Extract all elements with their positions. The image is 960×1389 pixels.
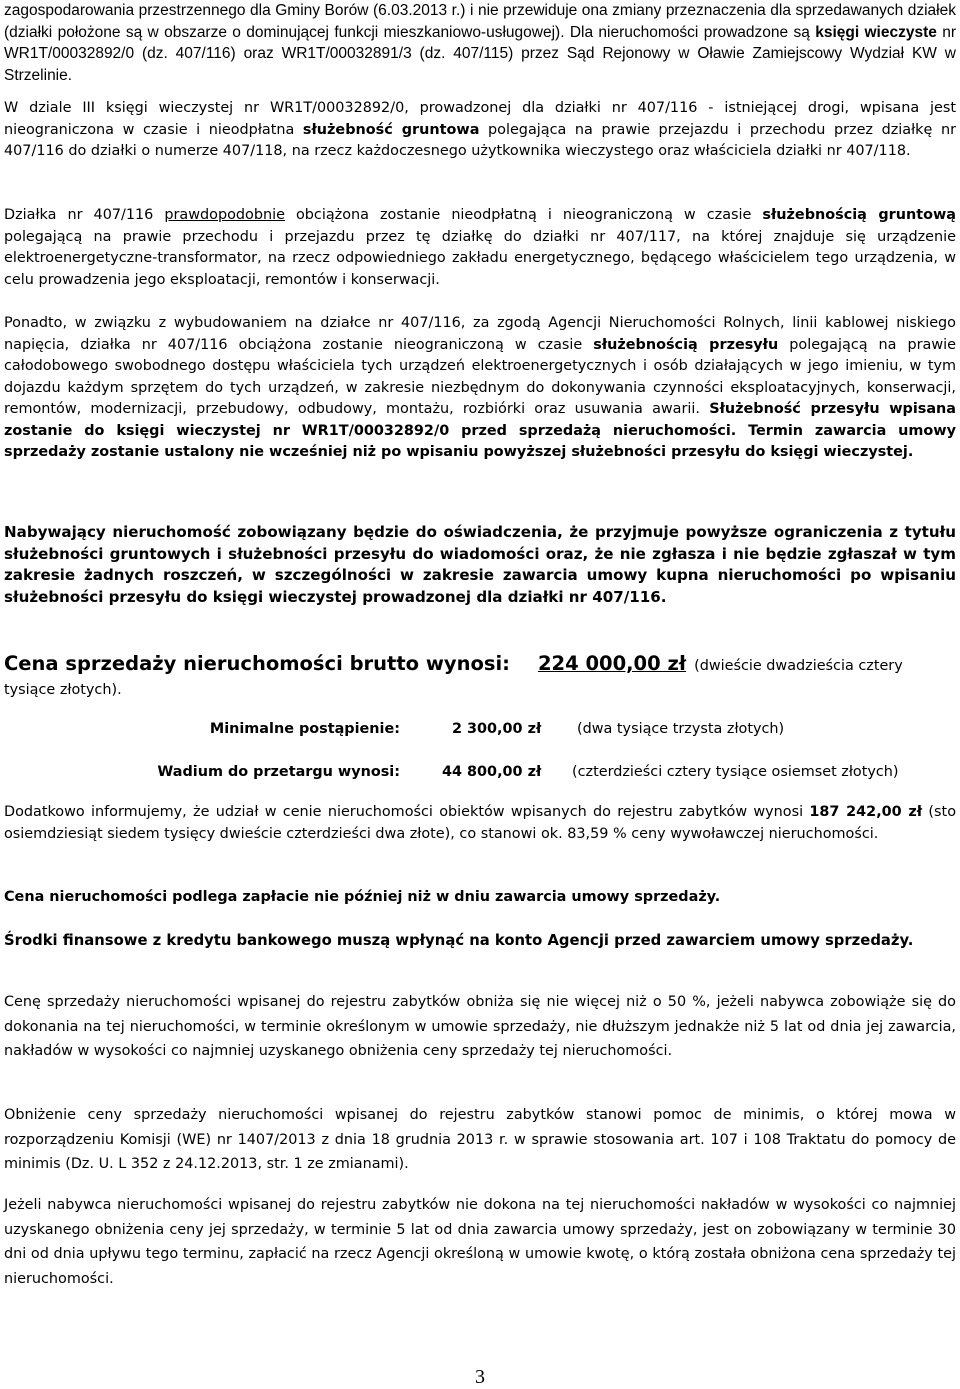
easement-term: służebność gruntowa [302,121,480,138]
paragraph-monument-share: Dodatkowo informujemy, że udział w cenie nieruchomości obiektów wpisanych do rejestru zabytków wynosi 187 242,00 zł (sto osiemdziesiąt siedem tysięcy dwieście czterdzieści dwa złote), co stanowi ok. 83,59 % ceny wywoławczej nieruchomości. [4,804,956,842]
paragraph-existing-easement: W dziale III księgi wieczystej nr WR1T/00032892/0, prowadzonej dla działki nr 407/116 - istniejącej drogi, wpisana jest nieograniczona w czasie i nieodpłatna służebność gruntowa polegająca na prawie przejazdu i przechodu przez działkę nr 407/116 do działki o numerze 407/118, na rzecz każdoczesnego użytkownika wieczystego oraz właściciela działki nr 407/118. [4,100,956,159]
probably-term: prawdopodobnie [164,207,285,223]
min-bid-amount: 2 300,00 zł [452,721,542,737]
price-amount: 224 000,00 zł [537,652,687,675]
transmission-easement-note: Służebność przesyłu wpisana zostanie do księgi wieczystej nr WR1T/00032892/0 przed sprzedażą nieruchomości. Termin zawarcia umowy sprzedaży zostanie ustalony nie wcześniej niż po wpisaniu powyższej służebności przesyłu do księgi wieczystej. [4,401,956,460]
page-number: 3 [475,1366,485,1388]
land-easement-term: służebnością gruntową [762,207,956,223]
paragraph-buyer-declaration: Nabywający nieruchomość zobowiązany będzie do oświadczenia, że przyjmuje powyższe ograniczenia z tytułu służebności gruntowych i służebności przesyłu do wiadomości oraz, że nie zgłasza i nie będzie zgłaszał w tym zakresie żadnych roszczeń, w szczególności w zakresie zawarcia umowy kupna nieruchomości po wpisaniu służebności przesyłu do księgi wieczystej prowadzonej dla działki nr 407/116. [4,523,956,606]
paragraph-price-reduction: Cenę sprzedaży nieruchomości wpisanej do rejestru zabytków obniża się nie więcej niż o 50 %, jeżeli nabywca zobowiąże się do dokonania na tej nieruchomości, w terminie określonym w umowie sprzedaży, nie dłuższym jednakże niż 5 lat od dnia jej zawarcia, nakładów w wysokości co najmniej uzyskanego obniżenia ceny sprzedaży tej nieruchomości. [4,994,956,1059]
paragraph-repayment: Jeżeli nabywca nieruchomości wpisanej do rejestru zabytków nie dokona na tej nieruchomości nakładów w wysokości co najmniej uzyskanego obniżenia ceny jej sprzedaży, w terminie 5 lat od dnia zawarcia umowy sprzedaży, jest on zobowiązany w terminie 30 dni od dnia upływu tego terminu, zapłacić na rzecz Agencji określoną w umowie kwotę, o którą została obniżona cena sprzedaży tej nieruchomości. [4,1197,956,1287]
land-register-term: księgi wieczyste [815,23,937,41]
min-bid-words: (dwa tysiące trzysta złotych) [577,721,785,737]
price-block [4,652,956,702]
paragraph-payment-deadline: Cena nieruchomości podlega zapłacie nie później niż w dniu zawarcia umowy sprzedaży. [4,889,721,905]
deposit-label: Wadium do przetargu wynosi: [157,764,400,780]
price-label: Cena sprzedaży nieruchomości brutto wynosi: [4,652,510,675]
paragraph-bank-credit: Środki finansowe z kredytu bankowego muszą wpłynąć na konto Agencji przed zawarciem umowy sprzedaży. [4,932,914,949]
paragraph-de-minimis: Obniżenie ceny sprzedaży nieruchomości wpisanej do rejestru zabytków stanowi pomoc de minimis, o której mowa w rozporządzeniu Komisji (WE) nr 1407/2013 z dnia 18 grudnia 2013 r. w sprawie stosowania art. 107 i 108 Traktatu do pomocy de minimis (Dz. U. L 352 z 24.12.2013, str. 1 ze zmianami). [4,1107,956,1172]
paragraph-transmission-easement: Ponadto, w związku z wybudowaniem na działce nr 407/116, za zgodą Agencji Nieruchomości Rolnych, linii kablowej niskiego napięcia, działka nr 407/116 obciążona zostanie nieograniczoną w czasie służebnością przesyłu polegającą na prawie całodobowego swobodnego dostępu właściciela tych urządzeń elektroenergetycznych i osób działających w jego imieniu, w tym dojazdu każdym sprzętem do tych urządzeń, w zakresie niezbędnym do dokonywania czynności eksploatacyjnych, konserwacji, remontów, modernizacji, przebudowy, odbudowy, montażu, rozbiórki oraz usuwania awarii. Służebność przesyłu wpisana zostanie do księgi wieczystej nr WR1T/00032892/0 przed sprzedażą nieruchomości. Termin zawarcia umowy sprzedaży zostanie ustalony nie wcześniej niż po wpisaniu powyższej służebności przesyłu do księgi wieczystej. [4,315,956,460]
min-bid-label: Minimalne postąpienie: [209,721,400,737]
paragraph-planned-easement: Działka nr 407/116 prawdopodobnie obciążona zostanie nieodpłatną i nieograniczoną w czasie służebnością gruntową polegającą na prawie przechodu i przejazdu przez tę działkę do działki nr 407/117, na której znajduje się urządzenie elektroenergetyczne-transformator, na rzecz odpowiedniego zakładu energetycznego, będącego właścicielem tego urządzenia, w celu prowadzenia jego eksploatacji, remontów i konserwacji. [4,207,956,288]
monument-share-amount: 187 242,00 zł [809,804,923,820]
paragraph-land-registers: zagospodarowania przestrzennego dla Gminy Borów (6.03.2013 r.) i nie przewiduje ona zmiany przeznaczenia dla sprzedawanych działek (działki położone są w obszarze o dominującej funkcji mieszkaniowo-usługowej). Dla nieruchomości prowadzone są księgi wieczyste nr WR1T/00032892/0 (dz. 407/116) oraz WR1T/00032891/3 (dz. 407/115) przez Sąd Rejonowy w Oławie Zamiejscowy Wydział KW w Strzelinie. [4,2,957,84]
deposit-amount: 44 800,00 zł [442,764,542,780]
deposit-words: (czterdzieści cztery tysiące osiemset złotych) [572,764,899,780]
transmission-easement-term: służebnością przesyłu [593,336,779,353]
price-words: (dwieście dwadzieścia cztery tysiące złotych). [4,658,903,698]
